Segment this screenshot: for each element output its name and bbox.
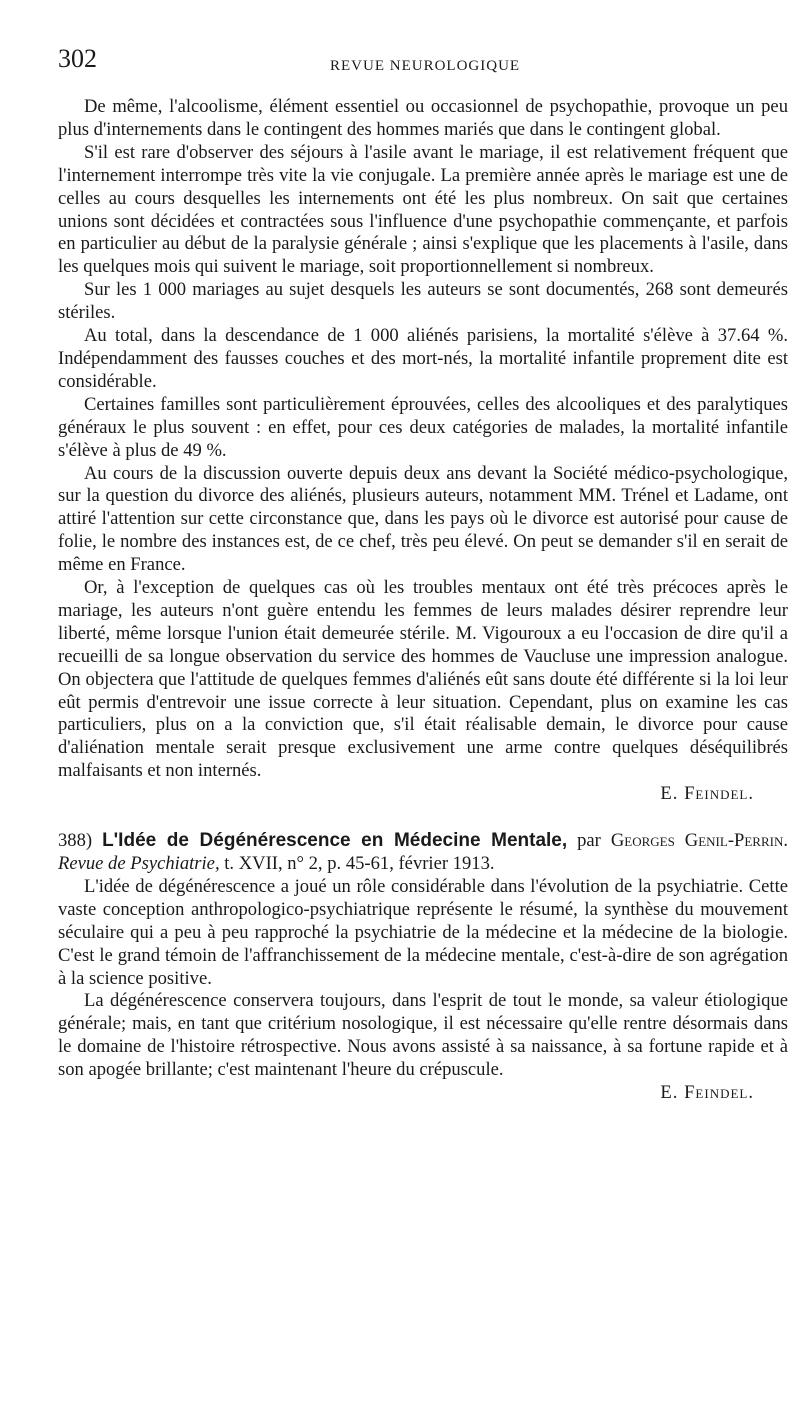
paragraph: Certaines familles sont particulièrement éprouvées, celles des alcooliques et des paralytiques généraux le plus souvent : en effet, pour ces deux catégories de malades, la mortalité infantile s'élève à plus de 49 %. [58, 393, 788, 461]
paragraph: Au total, dans la descendance de 1 000 aliénés parisiens, la mortalité s'élève à 37.64 %. Indépendamment des fausses couches et des mort-nés, la mortalité infantile proprement dite est considérable. [58, 325, 788, 392]
signature: E. Feindel. [660, 783, 754, 805]
signature: E. Feindel. [660, 1082, 754, 1104]
paragraph: Au cours de la discussion ouverte depuis deux ans devant la Société médico-psychologique, sur la question du divorce des aliénés, plusieurs auteurs, notamment MM. Trénel et Ladame, ont attiré l'attention sur cette circonstance que, dans les pays où le divorce est autorisé pour cause de folie, le nombre des instances est, de ce chef, très peu élevé. On peut se demander s'il en serait de même en France. [58, 462, 788, 576]
paragraph: La dégénérescence conservera toujours, dans l'esprit de tout le monde, sa valeur étiologique générale; mais, en tant que critérium nosologique, il est nécessaire qu'elle rentre désormais dans le domaine de l'histoire rétrospective. Nous avons assisté à sa naissance, à sa fortune rapide et à son apogée brillante; c'est maintenant l'heure du crépuscule. [58, 990, 788, 1081]
review-title: L'Idée de Dégénérescence en Médecine Mentale, [102, 830, 568, 852]
review-author: Georges Genil-Perrin. [610, 830, 788, 852]
paragraph: Or, à l'exception de quelques cas où les troubles mentaux ont été très précoces après le mariage, les auteurs n'ont guère entendu les femmes de leurs malades désirer reprendre leur liberté, même lorsque l'union était demeurée stérile. M. Vigouroux a eu l'occasion de dire qu'il a recueilli de sa longue observation du service des hommes de Vaucluse une impression analogue. On objectera que l'attitude de quelques femmes d'aliénés eût sans doute été différente si la loi leur eût permis d'entrevoir une issue correcte à leur situation. Cependant, plus on examine les cas particuliers, plus on a la conviction que, s'il était réalisable demain, le divorce pour cause d'aliénation mentale serait presque exclusivement une arme contre quelques déséquilibrés malfaisants et non internés. [58, 577, 788, 782]
paragraph: L'idée de dégénérescence a joué un rôle considérable dans l'évolution de la psychiatrie. Cette vaste conception anthropologico-psychiatrique représente le résumé, la synthèse du mouvement séculaire qui a peu à peu rapproché la psychiatrie de la médecine et la médecine de la biologie. C'est le grand témoin de l'affranchissement de la médecine mentale, c'est-à-dire de son agrégation à la science positive. [58, 875, 788, 989]
review-number: 388) [58, 830, 93, 852]
review-heading [58, 830, 788, 876]
paragraph: Sur les 1 000 mariages au sujet desquels les auteurs se sont documentés, 268 sont demeurés stériles. [58, 279, 788, 324]
running-title: REVUE NEUROLOGIQUE [330, 58, 521, 74]
review-by: par [577, 830, 601, 852]
paragraph: S'il est rare d'observer des séjours à l'asile avant le mariage, il est relativement fréquent que l'internement interrompe très vite la vie conjugale. La première année après le mariage est une de celles au cours desquelles les internements ont été les plus nombreux. On sait que certaines unions sont décidées et contractées sous l'influence d'une psychopathie commençante, et parfois en particulier au début de la paralysie générale ; ainsi s'explique que les placements à l'asile, dans les quelques mois qui suivent le mariage, soit proportionnellement si nombreux. [58, 141, 788, 278]
page-number: 302 [58, 44, 97, 73]
paragraph: De même, l'alcoolisme, élément essentiel ou occasionnel de psychopathie, provoque un peu plus d'internements dans le contingent des hommes mariés que dans le contingent global. [58, 96, 788, 140]
review-journal: Revue de Psychiatrie, [58, 853, 220, 874]
article-body [58, 96, 788, 1105]
page-header [58, 44, 788, 84]
review-citation: t. XVII, n° 2, p. 45-61, février 1913. [224, 853, 495, 874]
